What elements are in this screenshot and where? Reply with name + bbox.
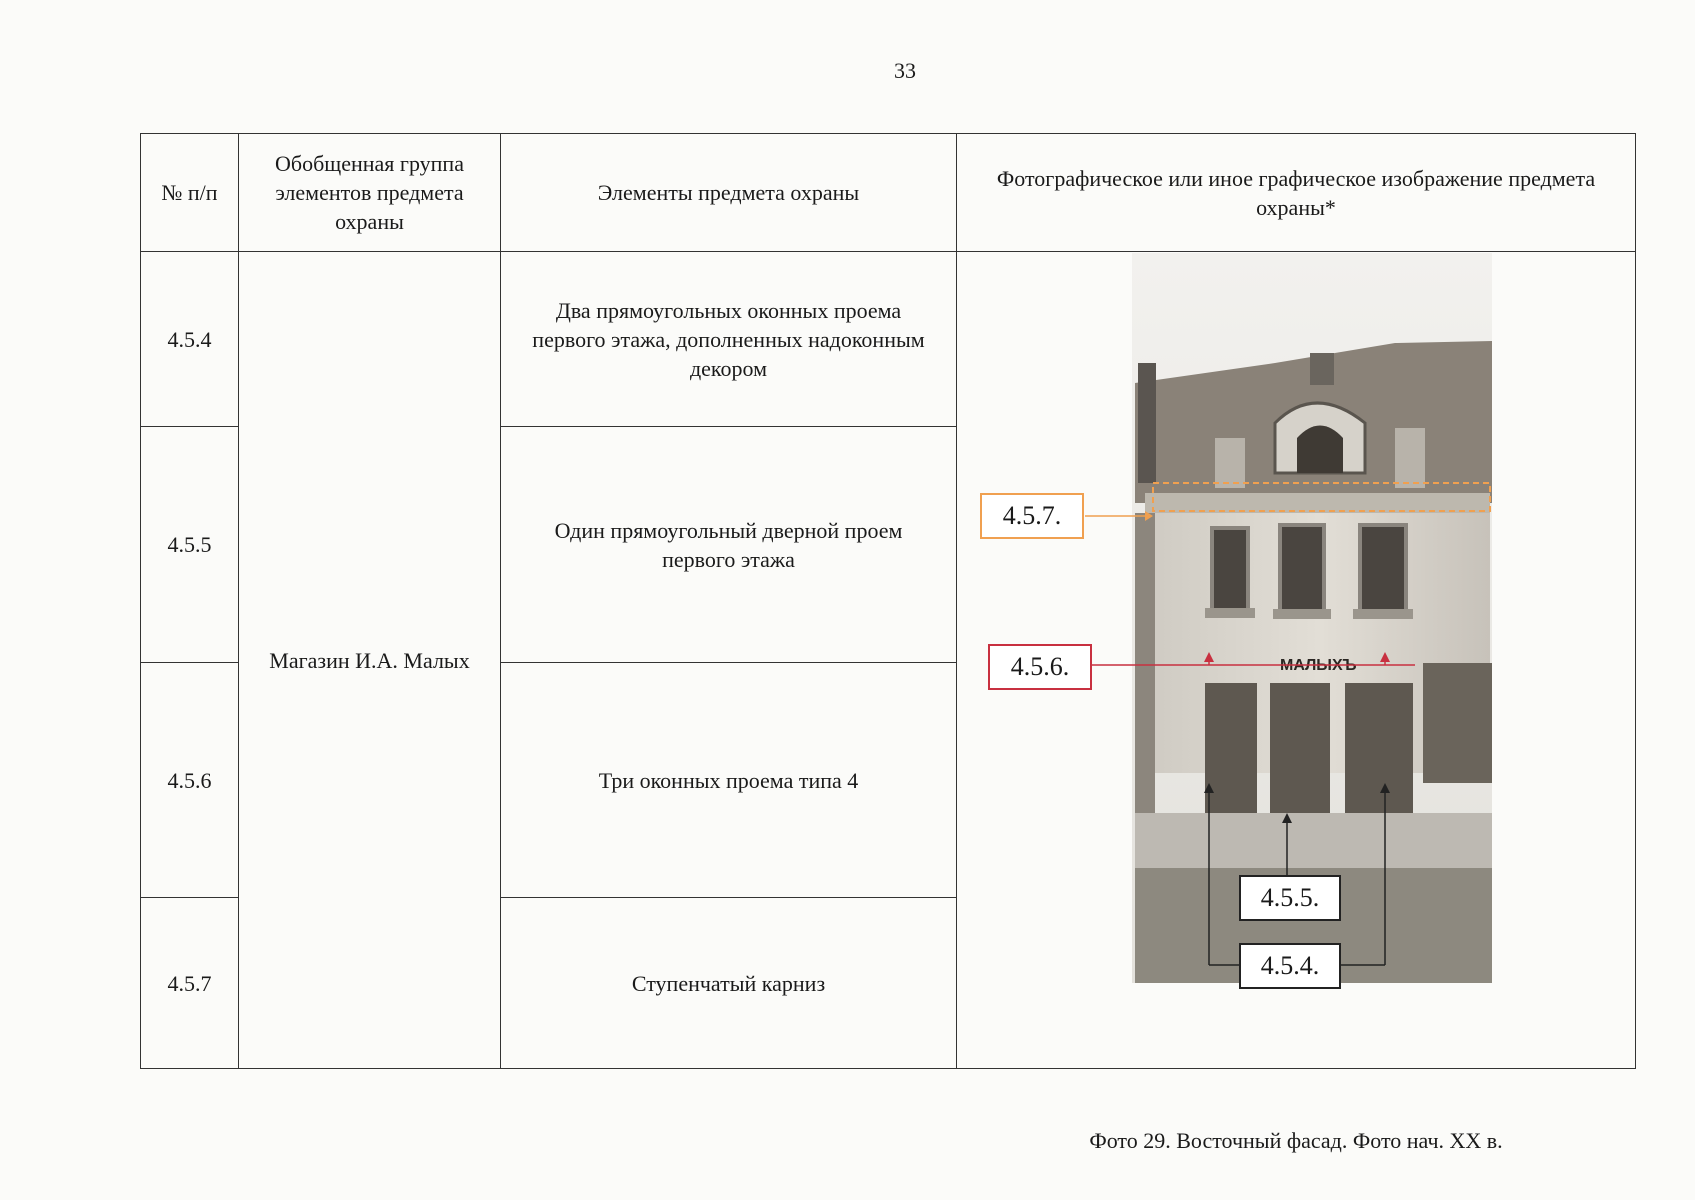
row-num: 4.5.5 — [141, 427, 239, 663]
row-num: 4.5.7 — [141, 898, 239, 1069]
protection-elements-table — [140, 133, 1636, 1153]
header-elements: Элементы предмета охраны — [501, 134, 957, 252]
photo-caption: Фото 29. Восточный фасад. Фото нач. XX в. — [1089, 1127, 1503, 1153]
shop-sign-text: МАЛЫХЪ — [1280, 656, 1357, 674]
group-name: Магазин И.А. Малых — [239, 252, 501, 1069]
header-photo: Фотографическое или иное графическое изображение предмета охраны* — [957, 134, 1636, 252]
table-header-row — [141, 134, 1636, 252]
callout-4-5-6: 4.5.6. — [988, 644, 1092, 690]
upper-windows — [1205, 525, 1413, 619]
chimney — [1310, 353, 1334, 385]
header-num: № п/п — [141, 134, 239, 252]
callout-4-5-5: 4.5.5. — [1239, 875, 1341, 921]
callout-4-5-4: 4.5.4. — [1239, 943, 1341, 989]
row-num: 4.5.4 — [141, 252, 239, 427]
row-element: Ступенчатый карниз — [501, 898, 957, 1069]
page-number: 33 — [894, 58, 916, 83]
row-element: Два прямоугольных оконных проема первого этажа, дополненных надоконным декором — [501, 252, 957, 427]
row-element: Один прямоугольный дверной проем первого этажа — [501, 427, 957, 663]
row-element: Три оконных проема типа 4 — [501, 663, 957, 898]
table-row — [141, 252, 1636, 427]
row-num: 4.5.6 — [141, 663, 239, 898]
header-group: Обобщенная группа элементов предмета охраны — [239, 134, 501, 252]
photo-figure — [975, 253, 1617, 1153]
photo-cell — [957, 252, 1636, 1153]
callout-4-5-7: 4.5.7. — [980, 493, 1084, 539]
